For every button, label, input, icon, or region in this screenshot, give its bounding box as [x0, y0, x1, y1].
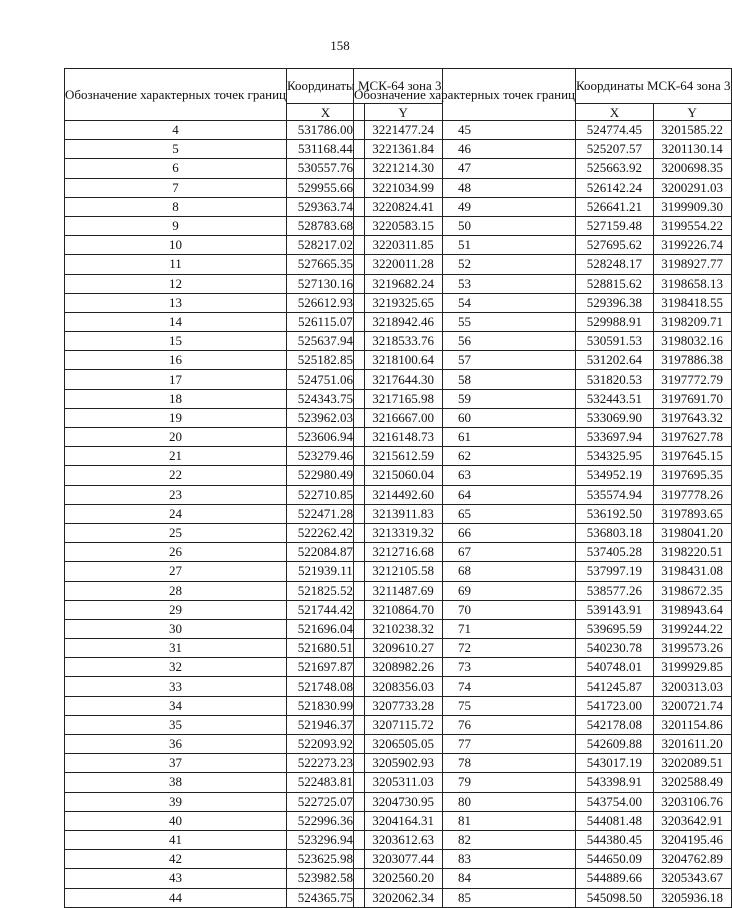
table-row: [354, 389, 732, 408]
x-coordinate-cell: 525637.94: [287, 332, 365, 351]
point-number-cell: 45: [354, 121, 576, 140]
x-coordinate-cell: 526641.21: [576, 197, 654, 216]
x-coordinate-cell: 521744.42: [287, 600, 365, 619]
x-coordinate-cell: 537405.28: [576, 543, 654, 562]
point-number-cell: 84: [354, 869, 576, 888]
point-number-cell: 41: [65, 830, 287, 849]
y-coordinate-cell: 3197695.35: [653, 466, 731, 485]
point-number-cell: 54: [354, 293, 576, 312]
point-number-cell: 8: [65, 197, 287, 216]
table-row: [354, 197, 732, 216]
x-coordinate-cell: 530591.53: [576, 332, 654, 351]
x-coordinate-cell: 521697.87: [287, 658, 365, 677]
y-coordinate-cell: 3221214.30: [364, 159, 442, 178]
y-coordinate-cell: 3203612.63: [364, 830, 442, 849]
point-number-cell: 29: [65, 600, 287, 619]
y-coordinate-cell: 3217165.98: [364, 389, 442, 408]
x-coordinate-cell: 544889.66: [576, 869, 654, 888]
point-number-cell: 79: [354, 773, 576, 792]
point-number-cell: 6: [65, 159, 287, 178]
y-coordinate-cell: 3200291.03: [653, 178, 731, 197]
y-coordinate-cell: 3197627.78: [653, 428, 731, 447]
table-row: [354, 792, 732, 811]
y-coordinate-cell: 3218942.46: [364, 312, 442, 331]
x-coordinate-cell: 521825.52: [287, 581, 365, 600]
y-coordinate-cell: 3202062.34: [364, 888, 442, 907]
x-coordinate-cell: 545098.50: [576, 888, 654, 907]
point-number-cell: 49: [354, 197, 576, 216]
point-number-cell: 61: [354, 428, 576, 447]
y-coordinate-cell: 3211487.69: [364, 581, 442, 600]
x-coordinate-cell: 522093.92: [287, 735, 365, 754]
y-coordinate-cell: 3205343.67: [653, 869, 731, 888]
y-coordinate-cell: 3199226.74: [653, 236, 731, 255]
y-coordinate-cell: 3198209.71: [653, 312, 731, 331]
point-number-cell: 15: [65, 332, 287, 351]
point-number-cell: 9: [65, 216, 287, 235]
y-coordinate-cell: 3198032.16: [653, 332, 731, 351]
table-row: [354, 850, 732, 869]
point-number-cell: 35: [65, 715, 287, 734]
point-number-cell: 71: [354, 619, 576, 638]
y-coordinate-cell: 3219682.24: [364, 274, 442, 293]
x-coordinate-cell: 523606.94: [287, 428, 365, 447]
point-number-cell: 72: [354, 639, 576, 658]
table-row: [354, 658, 732, 677]
point-number-cell: 34: [65, 696, 287, 715]
table-row: [354, 504, 732, 523]
point-number-cell: 5: [65, 140, 287, 159]
x-coordinate-cell: 529988.91: [576, 312, 654, 331]
x-coordinate-cell: 524365.75: [287, 888, 365, 907]
x-coordinate-cell: 522996.36: [287, 811, 365, 830]
y-coordinate-cell: 3202588.49: [653, 773, 731, 792]
table-row: [354, 236, 732, 255]
point-number-cell: 37: [65, 754, 287, 773]
table-row: [354, 830, 732, 849]
y-column-header: Y: [653, 104, 731, 121]
table-row: [354, 370, 732, 389]
point-number-cell: 69: [354, 581, 576, 600]
x-coordinate-cell: 542178.08: [576, 715, 654, 734]
x-coordinate-cell: 540748.01: [576, 658, 654, 677]
point-number-cell: 66: [354, 523, 576, 542]
table-row: [354, 159, 732, 178]
x-coordinate-cell: 527665.35: [287, 255, 365, 274]
point-number-cell: 7: [65, 178, 287, 197]
x-coordinate-cell: 525663.92: [576, 159, 654, 178]
y-coordinate-cell: 3197893.65: [653, 504, 731, 523]
y-coordinate-cell: 3198431.08: [653, 562, 731, 581]
point-number-cell: 53: [354, 274, 576, 293]
y-coordinate-cell: 3214492.60: [364, 485, 442, 504]
y-coordinate-cell: 3220583.15: [364, 216, 442, 235]
x-coordinate-cell: 527695.62: [576, 236, 654, 255]
table-row: [354, 485, 732, 504]
y-coordinate-cell: 3199909.30: [653, 197, 731, 216]
y-coordinate-cell: 3198943.64: [653, 600, 731, 619]
x-coordinate-cell: 523296.94: [287, 830, 365, 849]
y-coordinate-cell: 3205311.03: [364, 773, 442, 792]
x-coordinate-cell: 528217.02: [287, 236, 365, 255]
point-number-cell: 52: [354, 255, 576, 274]
point-column-header: Обозначение характерных точек границ: [65, 69, 287, 121]
point-number-cell: 10: [65, 236, 287, 255]
y-coordinate-cell: 3217644.30: [364, 370, 442, 389]
x-column-header: X: [287, 104, 365, 121]
page-number: 158: [330, 38, 350, 53]
x-coordinate-cell: 534325.95: [576, 447, 654, 466]
table-row: [354, 293, 732, 312]
table-row: [354, 773, 732, 792]
table-row: [354, 447, 732, 466]
table-row: [354, 562, 732, 581]
x-coordinate-cell: 531786.00: [287, 121, 365, 140]
x-coordinate-cell: 535574.94: [576, 485, 654, 504]
x-coordinate-cell: 529955.66: [287, 178, 365, 197]
y-coordinate-cell: 3204762.89: [653, 850, 731, 869]
point-number-cell: 38: [65, 773, 287, 792]
y-coordinate-cell: 3207115.72: [364, 715, 442, 734]
y-coordinate-cell: 3218100.64: [364, 351, 442, 370]
y-coordinate-cell: 3210864.70: [364, 600, 442, 619]
x-coordinate-cell: 523962.03: [287, 408, 365, 427]
x-coordinate-cell: 533069.90: [576, 408, 654, 427]
point-number-cell: 16: [65, 351, 287, 370]
point-number-cell: 63: [354, 466, 576, 485]
point-number-cell: 36: [65, 735, 287, 754]
x-coordinate-cell: 531202.64: [576, 351, 654, 370]
x-coordinate-cell: 527130.16: [287, 274, 365, 293]
point-number-cell: 64: [354, 485, 576, 504]
table-row: [354, 696, 732, 715]
point-number-cell: 58: [354, 370, 576, 389]
table-row: [354, 274, 732, 293]
point-number-cell: 18: [65, 389, 287, 408]
table-row: [354, 312, 732, 331]
point-number-cell: 62: [354, 447, 576, 466]
table-row: [354, 428, 732, 447]
x-coordinate-cell: 541245.87: [576, 677, 654, 696]
x-coordinate-cell: 521830.99: [287, 696, 365, 715]
y-coordinate-cell: 3197645.15: [653, 447, 731, 466]
x-coordinate-cell: 524343.75: [287, 389, 365, 408]
table-row: [354, 178, 732, 197]
x-coordinate-cell: 523625.98: [287, 850, 365, 869]
x-coordinate-cell: 528248.17: [576, 255, 654, 274]
point-number-cell: 19: [65, 408, 287, 427]
x-coordinate-cell: 521946.37: [287, 715, 365, 734]
point-number-cell: 67: [354, 543, 576, 562]
x-coordinate-cell: 522483.81: [287, 773, 365, 792]
x-coordinate-cell: 536803.18: [576, 523, 654, 542]
point-number-cell: 4: [65, 121, 287, 140]
y-coordinate-cell: 3197778.26: [653, 485, 731, 504]
y-coordinate-cell: 3197886.38: [653, 351, 731, 370]
table-row: [354, 466, 732, 485]
point-number-cell: 73: [354, 658, 576, 677]
y-coordinate-cell: 3209610.27: [364, 639, 442, 658]
x-coordinate-cell: 544650.09: [576, 850, 654, 869]
point-number-cell: 24: [65, 504, 287, 523]
x-coordinate-cell: 529396.38: [576, 293, 654, 312]
point-number-cell: 55: [354, 312, 576, 331]
y-coordinate-cell: 3198418.55: [653, 293, 731, 312]
y-coordinate-cell: 3212716.68: [364, 543, 442, 562]
y-coordinate-cell: 3198672.35: [653, 581, 731, 600]
table-row: [354, 888, 732, 907]
table-row: [354, 754, 732, 773]
coordinates-table-right: [353, 68, 732, 908]
table-row: [354, 140, 732, 159]
x-coordinate-cell: 528783.68: [287, 216, 365, 235]
x-coordinate-cell: 521748.08: [287, 677, 365, 696]
x-coordinate-cell: 531820.53: [576, 370, 654, 389]
coordinates-column-header: Координаты МСК-64 зона 3: [287, 69, 443, 104]
y-coordinate-cell: 3198927.77: [653, 255, 731, 274]
table-row: [354, 332, 732, 351]
y-coordinate-cell: 3199573.26: [653, 639, 731, 658]
point-number-cell: 21: [65, 447, 287, 466]
x-coordinate-cell: 530557.76: [287, 159, 365, 178]
x-coordinate-cell: 523279.46: [287, 447, 365, 466]
x-coordinate-cell: 522262.42: [287, 523, 365, 542]
coordinates-column-header: Координаты МСК-64 зона 3: [576, 69, 732, 104]
y-coordinate-cell: 3210238.32: [364, 619, 442, 638]
point-number-cell: 77: [354, 735, 576, 754]
point-number-cell: 27: [65, 562, 287, 581]
point-number-cell: 85: [354, 888, 576, 907]
y-coordinate-cell: 3216667.00: [364, 408, 442, 427]
y-coordinate-cell: 3208982.26: [364, 658, 442, 677]
y-coordinate-cell: 3198220.51: [653, 543, 731, 562]
x-coordinate-cell: 522273.23: [287, 754, 365, 773]
point-number-cell: 76: [354, 715, 576, 734]
x-coordinate-cell: 524751.06: [287, 370, 365, 389]
x-coordinate-cell: 521680.51: [287, 639, 365, 658]
y-coordinate-cell: 3203106.76: [653, 792, 731, 811]
x-coordinate-cell: 522980.49: [287, 466, 365, 485]
y-coordinate-cell: 3220011.28: [364, 255, 442, 274]
y-coordinate-cell: 3212105.58: [364, 562, 442, 581]
point-number-cell: 47: [354, 159, 576, 178]
y-coordinate-cell: 3198658.13: [653, 274, 731, 293]
point-number-cell: 60: [354, 408, 576, 427]
x-coordinate-cell: 543017.19: [576, 754, 654, 773]
x-coordinate-cell: 536192.50: [576, 504, 654, 523]
y-coordinate-cell: 3199244.22: [653, 619, 731, 638]
point-number-cell: 43: [65, 869, 287, 888]
y-coordinate-cell: 3201130.14: [653, 140, 731, 159]
x-coordinate-cell: 521939.11: [287, 562, 365, 581]
x-coordinate-cell: 534952.19: [576, 466, 654, 485]
x-coordinate-cell: 524774.45: [576, 121, 654, 140]
table-row: [354, 523, 732, 542]
y-coordinate-cell: 3201154.86: [653, 715, 731, 734]
point-number-cell: 46: [354, 140, 576, 159]
x-coordinate-cell: 538577.26: [576, 581, 654, 600]
y-coordinate-cell: 3213319.32: [364, 523, 442, 542]
y-coordinate-cell: 3216148.73: [364, 428, 442, 447]
x-coordinate-cell: 527159.48: [576, 216, 654, 235]
x-coordinate-cell: 532443.51: [576, 389, 654, 408]
y-coordinate-cell: 3221477.24: [364, 121, 442, 140]
point-number-cell: 75: [354, 696, 576, 715]
table-row: [354, 600, 732, 619]
x-coordinate-cell: 522471.28: [287, 504, 365, 523]
table-body-right: [354, 121, 732, 908]
point-number-cell: 12: [65, 274, 287, 293]
point-number-cell: 31: [65, 639, 287, 658]
point-number-cell: 40: [65, 811, 287, 830]
y-coordinate-cell: 3221361.84: [364, 140, 442, 159]
x-coordinate-cell: 522725.07: [287, 792, 365, 811]
point-number-cell: 81: [354, 811, 576, 830]
x-coordinate-cell: 531168.44: [287, 140, 365, 159]
x-coordinate-cell: 537997.19: [576, 562, 654, 581]
x-coordinate-cell: 525207.57: [576, 140, 654, 159]
point-number-cell: 13: [65, 293, 287, 312]
x-coordinate-cell: 521696.04: [287, 619, 365, 638]
table-row: [354, 639, 732, 658]
x-coordinate-cell: 526115.07: [287, 312, 365, 331]
table-row: [354, 543, 732, 562]
table-row: [354, 811, 732, 830]
x-coordinate-cell: 525182.85: [287, 351, 365, 370]
point-number-cell: 83: [354, 850, 576, 869]
point-number-cell: 44: [65, 888, 287, 907]
y-coordinate-cell: 3207733.28: [364, 696, 442, 715]
x-coordinate-cell: 544380.45: [576, 830, 654, 849]
table-row: [354, 121, 732, 140]
point-number-cell: 78: [354, 754, 576, 773]
x-coordinate-cell: 544081.48: [576, 811, 654, 830]
x-coordinate-cell: 526612.93: [287, 293, 365, 312]
point-number-cell: 22: [65, 466, 287, 485]
y-coordinate-cell: 3213911.83: [364, 504, 442, 523]
y-coordinate-cell: 3197691.70: [653, 389, 731, 408]
table-row: [354, 735, 732, 754]
x-coordinate-cell: 528815.62: [576, 274, 654, 293]
x-coordinate-cell: 539695.59: [576, 619, 654, 638]
y-coordinate-cell: 3199929.85: [653, 658, 731, 677]
y-coordinate-cell: 3215612.59: [364, 447, 442, 466]
point-number-cell: 17: [65, 370, 287, 389]
y-coordinate-cell: 3197772.79: [653, 370, 731, 389]
point-number-cell: 33: [65, 677, 287, 696]
point-number-cell: 68: [354, 562, 576, 581]
point-number-cell: 65: [354, 504, 576, 523]
point-number-cell: 56: [354, 332, 576, 351]
y-column-header: Y: [364, 104, 442, 121]
point-number-cell: 74: [354, 677, 576, 696]
point-number-cell: 25: [65, 523, 287, 542]
y-coordinate-cell: 3201585.22: [653, 121, 731, 140]
y-coordinate-cell: 3200698.35: [653, 159, 731, 178]
x-coordinate-cell: 522710.85: [287, 485, 365, 504]
point-number-cell: 80: [354, 792, 576, 811]
y-coordinate-cell: 3203077.44: [364, 850, 442, 869]
y-coordinate-cell: 3204730.95: [364, 792, 442, 811]
table-row: [354, 869, 732, 888]
y-coordinate-cell: 3220824.41: [364, 197, 442, 216]
point-number-cell: 14: [65, 312, 287, 331]
x-coordinate-cell: 542609.88: [576, 735, 654, 754]
point-number-cell: 32: [65, 658, 287, 677]
point-number-cell: 42: [65, 850, 287, 869]
point-number-cell: 23: [65, 485, 287, 504]
table-row: [354, 581, 732, 600]
x-coordinate-cell: 543398.91: [576, 773, 654, 792]
x-coordinate-cell: 541723.00: [576, 696, 654, 715]
x-coordinate-cell: 522084.87: [287, 543, 365, 562]
y-coordinate-cell: 3200313.03: [653, 677, 731, 696]
x-coordinate-cell: 533697.94: [576, 428, 654, 447]
point-number-cell: 30: [65, 619, 287, 638]
x-coordinate-cell: 543754.00: [576, 792, 654, 811]
x-coordinate-cell: 523982.58: [287, 869, 365, 888]
y-coordinate-cell: 3204164.31: [364, 811, 442, 830]
y-coordinate-cell: 3205902.93: [364, 754, 442, 773]
y-coordinate-cell: 3205936.18: [653, 888, 731, 907]
y-coordinate-cell: 3206505.05: [364, 735, 442, 754]
point-number-cell: 11: [65, 255, 287, 274]
y-coordinate-cell: 3200721.74: [653, 696, 731, 715]
y-coordinate-cell: 3215060.04: [364, 466, 442, 485]
table-row: [354, 351, 732, 370]
point-number-cell: 57: [354, 351, 576, 370]
y-coordinate-cell: 3202089.51: [653, 754, 731, 773]
point-number-cell: 82: [354, 830, 576, 849]
x-column-header: X: [576, 104, 654, 121]
table-row: [354, 255, 732, 274]
table-row: [354, 619, 732, 638]
table-row: [354, 216, 732, 235]
point-number-cell: 48: [354, 178, 576, 197]
point-number-cell: 28: [65, 581, 287, 600]
point-column-header: Обозначение характерных точек границ: [354, 69, 576, 121]
table-row: [354, 715, 732, 734]
y-coordinate-cell: 3199554.22: [653, 216, 731, 235]
table-row: [354, 408, 732, 427]
x-coordinate-cell: 540230.78: [576, 639, 654, 658]
y-coordinate-cell: 3201611.20: [653, 735, 731, 754]
point-number-cell: 59: [354, 389, 576, 408]
point-number-cell: 20: [65, 428, 287, 447]
y-coordinate-cell: 3218533.76: [364, 332, 442, 351]
point-number-cell: 26: [65, 543, 287, 562]
y-coordinate-cell: 3208356.03: [364, 677, 442, 696]
y-coordinate-cell: 3197643.32: [653, 408, 731, 427]
y-coordinate-cell: 3202560.20: [364, 869, 442, 888]
table-row: [354, 677, 732, 696]
point-number-cell: 51: [354, 236, 576, 255]
y-coordinate-cell: 3221034.99: [364, 178, 442, 197]
y-coordinate-cell: 3220311.85: [364, 236, 442, 255]
x-coordinate-cell: 529363.74: [287, 197, 365, 216]
y-coordinate-cell: 3219325.65: [364, 293, 442, 312]
point-number-cell: 70: [354, 600, 576, 619]
x-coordinate-cell: 539143.91: [576, 600, 654, 619]
x-coordinate-cell: 526142.24: [576, 178, 654, 197]
y-coordinate-cell: 3203642.91: [653, 811, 731, 830]
point-number-cell: 39: [65, 792, 287, 811]
y-coordinate-cell: 3198041.20: [653, 523, 731, 542]
point-number-cell: 50: [354, 216, 576, 235]
y-coordinate-cell: 3204195.46: [653, 830, 731, 849]
